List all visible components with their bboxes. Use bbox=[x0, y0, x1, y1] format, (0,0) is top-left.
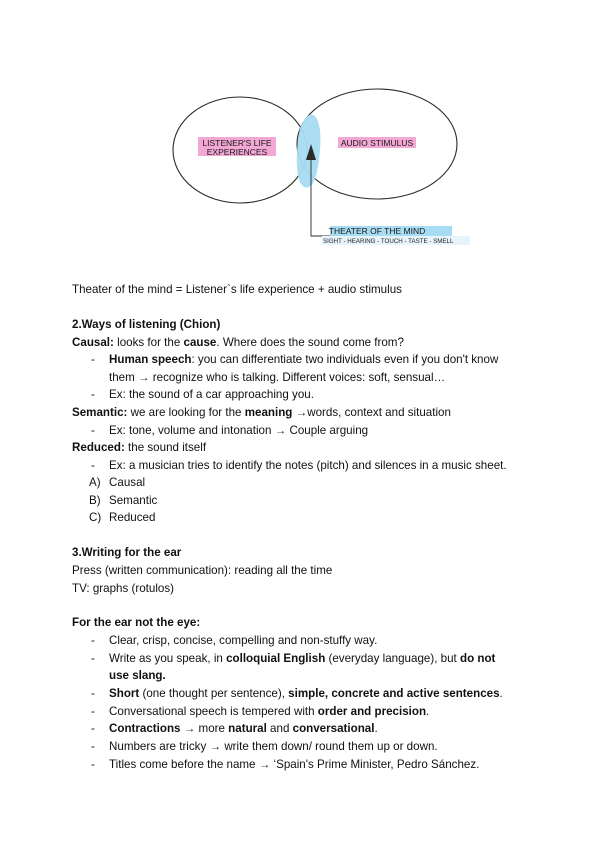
right-label: AUDIO STIMULUS bbox=[340, 138, 414, 148]
bullet-write-as-speak: Write as you speak, in colloquial English (everyday language), but do not bbox=[109, 652, 496, 665]
list-item-semantic: Semantic bbox=[109, 494, 158, 507]
bullet-write-as-speak-cont: use slang. bbox=[109, 669, 166, 682]
example-car: Ex: the sound of a car approaching you. bbox=[109, 388, 314, 401]
causal-line: Causal: looks for the cause. Where does the sound come from? bbox=[72, 336, 404, 349]
callout-title: THEATER OF THE MIND bbox=[328, 226, 426, 236]
list-mark-c: C) bbox=[89, 511, 102, 524]
list-item-causal: Causal bbox=[109, 476, 146, 489]
tv-line: TV: graphs (rotulos) bbox=[72, 582, 175, 595]
section4-heading: For the ear not the eye: bbox=[72, 616, 201, 629]
reduced-line: Reduced: the sound itself bbox=[72, 441, 207, 454]
left-label-line2: EXPERIENCES bbox=[206, 147, 268, 157]
overlap-highlight bbox=[297, 115, 321, 188]
dash-bullet: - bbox=[91, 459, 95, 472]
bullet-numbers: Numbers are tricky → write them down/ round them up or down. bbox=[109, 740, 438, 753]
bullet-clear: Clear, crisp, concise, compelling and non-stuffy way. bbox=[109, 634, 378, 647]
equation-line: Theater of the mind = Listener`s life experience + audio stimulus bbox=[72, 283, 402, 296]
dash-bullet: - bbox=[91, 758, 95, 771]
bullet-short: Short (one thought per sentence), simple, concrete and active sentences. bbox=[109, 687, 503, 700]
bullet-titles: Titles come before the name → ‘Spain's Prime Minister, Pedro Sánchez. bbox=[109, 758, 480, 771]
dash-bullet: - bbox=[91, 388, 95, 401]
bullet-contractions: Contractions → more natural and conversational. bbox=[109, 722, 378, 735]
dash-bullet: - bbox=[91, 705, 95, 718]
dash-bullet: - bbox=[91, 634, 95, 647]
list-mark-a: A) bbox=[89, 476, 101, 489]
section2-heading: 2.Ways of listening (Chion) bbox=[72, 318, 221, 331]
semantic-line: Semantic: we are looking for the meaning →words, context and situation bbox=[72, 406, 451, 419]
dash-bullet: - bbox=[91, 687, 95, 700]
list-item-reduced: Reduced bbox=[109, 511, 156, 524]
dash-bullet: - bbox=[91, 722, 95, 735]
callout-subtitle: SIGHT - HEARING - TOUCH - TASTE - SMELL bbox=[323, 238, 454, 245]
example-tone: Ex: tone, volume and intonation → Couple arguing bbox=[109, 424, 369, 437]
section3-heading: 3.Writing for the ear bbox=[72, 546, 182, 559]
list-mark-b: B) bbox=[89, 494, 101, 507]
venn-diagram bbox=[0, 0, 600, 260]
dash-bullet: - bbox=[91, 740, 95, 753]
human-speech-line2: them → recognize who is talking. Different voices: soft, sensual… bbox=[109, 371, 446, 384]
dash-bullet: - bbox=[91, 424, 95, 437]
human-speech-line1: Human speech: you can differentiate two individuals even if you don't know bbox=[109, 353, 499, 366]
example-musician: Ex: a musician tries to identify the notes (pitch) and silences in a music sheet. bbox=[109, 459, 507, 472]
dash-bullet: - bbox=[91, 652, 95, 665]
bullet-conversational: Conversational speech is tempered with order and precision. bbox=[109, 705, 430, 718]
dash-bullet: - bbox=[91, 353, 95, 366]
press-line: Press (written communication): reading all the time bbox=[72, 564, 333, 577]
left-label-line1: LISTENER'S LIFE bbox=[202, 138, 272, 148]
